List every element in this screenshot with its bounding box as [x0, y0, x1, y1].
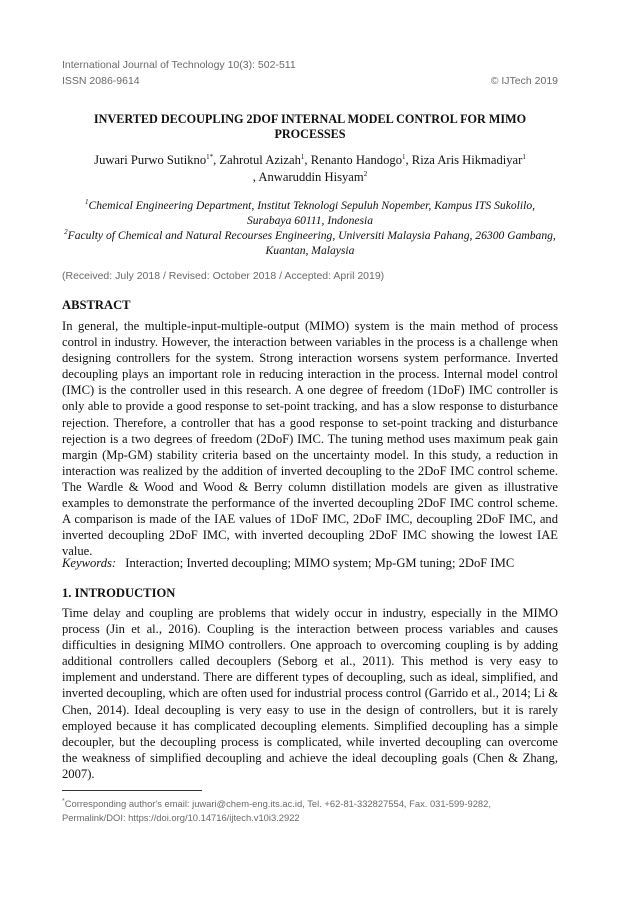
- author-name: , Riza Aris Hikmadiyar: [405, 153, 523, 167]
- corresponding-author-contact: Corresponding author's email: juwari@chem-eng.its.ac.id, Tel. +62-81-332827554, Fax. 031-599-9282,: [64, 798, 491, 809]
- footnote-line-2: Permalink/DOI: https://doi.org/10.14716/ijtech.v10i3.2922: [62, 812, 300, 823]
- affiliation-2: [62, 228, 558, 258]
- author-name: , Zahrotul Azizah: [213, 153, 301, 167]
- copyright: © IJTech 2019: [490, 75, 558, 87]
- paper-title: INVERTED DECOUPLING 2DOF INTERNAL MODEL CONTROL FOR MIMO PROCESSES: [93, 112, 527, 141]
- keywords: [62, 556, 514, 571]
- affiliations: [62, 198, 558, 258]
- submission-dates: (Received: July 2018 / Revised: October 2018 / Accepted: April 2019): [62, 270, 385, 282]
- abstract-text: In general, the multiple-input-multiple-output (MIMO) system is the main method of process control in industry. However, the interaction between variables in the process is a challenge when designing controllers for the system. Strong interaction worsens system performance. Inverted decoupling plays an important role in reducing interaction in the process. Internal model control (IMC) is the controller used in this research. A one degree of freedom (1DoF) IMC controller is only able to provide a good response to set-point tracking, and has a slow response to disturbance rejection. Therefore, a controller that has a good response to set-point tracking and disturbance rejection is a two degrees of freedom (2DoF) IMC. The tuning method uses maximum peak gain margin (Mp-GM) stability criteria based on the uncertainty model. In this study, a reduction in interaction was realized by the addition of inverted decoupling to the 2DoF IMC control scheme. The Wardle & Wood and Wood & Berry column distillation models are given as illustrative examples to demonstrate the performance of the inverted decoupling 2DoF IMC control scheme. A comparison is made of the IAE values of 1DoF IMC, 2DoF IMC, decoupling 2DoF IMC, and inverted decoupling 2DoF IMC, with inverted decoupling 2DoF IMC showing the lowest IAE value.: [62, 319, 558, 559]
- footnote-mark: *: [62, 797, 65, 805]
- footnote-line-1: [62, 797, 558, 811]
- journal-citation: International Journal of Technology 10(3): 502-511: [62, 59, 296, 71]
- affiliation-number: 2: [64, 228, 68, 237]
- footnote: [62, 797, 558, 825]
- affiliation-number: 1: [84, 198, 89, 207]
- keywords-label: Keywords:: [62, 556, 117, 570]
- author-affiliation-mark: 1: [300, 152, 305, 161]
- introduction-text: Time delay and coupling are problems that widely occur in industry, especially in the MIMO process (Jin et al., 2016). Coupling is the interaction between process variables and causes difficulties in designing MIMO controllers. One approach to overcoming coupling is by adding additional controllers called decouplers (Seborg et al., 2011). This method is very easy to implement and understand. There are different types of decoupling, such as ideal, simplified, and inverted decoupling, which are often used for industrial process control (Garrido et al., 2014; Li & Chen, 2014). Ideal decoupling is very easy to use in the design of controllers, but it is rarely employed because it has complicated decoupling elements. Simplified decoupling has a simple decoupler, but the decoupling process is complicated, while inverted decoupling can overcome the weakness of simplified decoupling and achieve the ideal decoupling goals (Chen & Zhang, 2007).: [62, 606, 558, 781]
- affiliation-text: Chemical Engineering Department, Institut Teknologi Sepuluh Nopember, Kampus ITS Sukolilo, Surabaya 60111, Indonesia: [88, 199, 536, 227]
- author-list: [62, 152, 558, 186]
- keywords-text: Interaction; Inverted decoupling; MIMO system; Mp-GM tuning; 2DoF IMC: [125, 556, 515, 570]
- footnote-divider: [62, 790, 202, 791]
- introduction-heading: 1. INTRODUCTION: [62, 586, 176, 600]
- author-name: , Anwaruddin Hisyam: [252, 170, 364, 184]
- author-affiliation-mark: 1: [522, 152, 526, 161]
- author-name: , Renanto Handogo: [304, 153, 402, 167]
- abstract-heading: ABSTRACT: [62, 298, 131, 312]
- author-name: Juwari Purwo Sutikno: [94, 153, 207, 167]
- author-affiliation-mark: 1*: [206, 152, 214, 161]
- author-affiliation-mark: 1: [402, 152, 406, 161]
- issn: ISSN 2086-9614: [62, 75, 140, 87]
- affiliation-1: [62, 198, 558, 228]
- author-affiliation-mark: 2: [363, 169, 368, 178]
- affiliation-text: Faculty of Chemical and Natural Recourses Engineering, Universiti Malaysia Pahang, 26300 Gambang, Kuantan, Malaysia: [67, 229, 556, 257]
